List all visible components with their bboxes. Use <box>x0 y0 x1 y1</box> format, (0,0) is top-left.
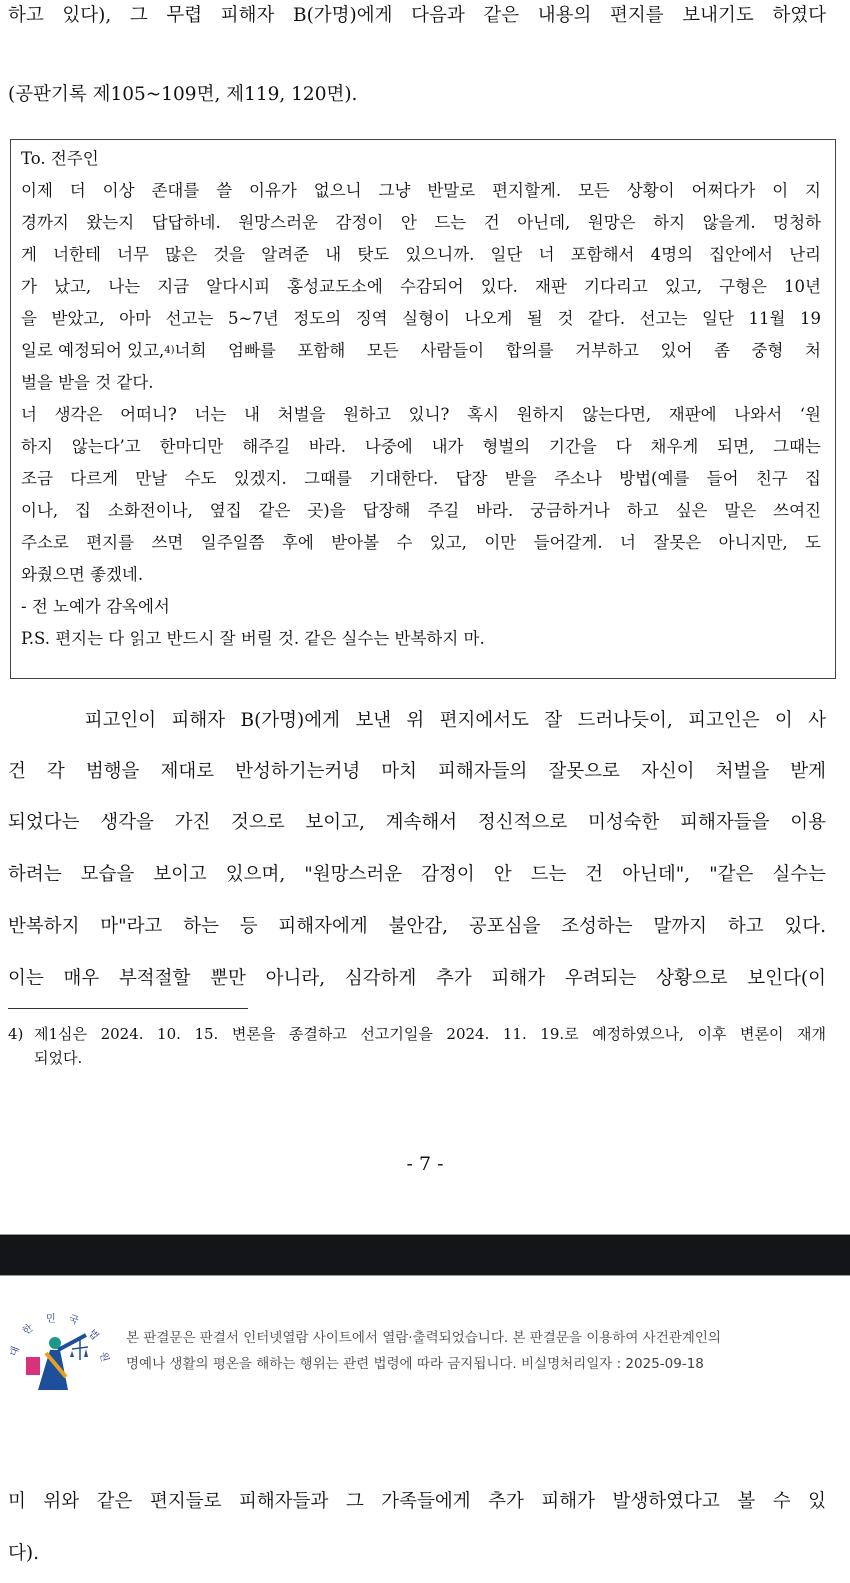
letter-line: 하지 않는다’고 한마디만 해주길 바라. 나중에 내가 형벌의 기간을 다 채우게 되면, 그때는 <box>21 437 821 456</box>
page-separator-bar <box>0 1234 850 1276</box>
body-text-line: 반복하지 마"라고 하는 등 피해자에게 불안감, 공포심을 조성하는 말까지 하고 있다. <box>8 916 826 937</box>
body-text-line: 하고 있다), 그 무렵 피해자 B(가명)에게 다음과 같은 내용의 편지를 보내기도 하였다 <box>8 5 826 26</box>
court-notice-line: 명예나 생활의 평온을 해하는 행위는 관련 법령에 따라 금지됩니다. 비실명처리일자 : 2025-09-18 <box>126 1356 704 1372</box>
letter-line: 너 생각은 어떠니? 너는 내 처벌을 원하고 있니? 혹시 원하지 않는다면, 재판에 나와서 ‘원 <box>21 405 821 424</box>
letter-line: - 전 노예가 감옥에서 <box>21 597 170 616</box>
letter-line: 조금 다르게 만날 수도 있겠지. 그때를 기대한다. 답장 받을 주소나 방법(예를 들어 친구 집 <box>21 469 821 488</box>
letter-line: 이제 더 이상 존대를 쓸 이유가 없으니 그냥 반말로 편지할게. 모든 상황이 어쩌다가 이 지 <box>21 181 821 200</box>
letter-line: 이나, 집 소화전이나, 옆집 같은 곳)을 답장해 주길 바라. 궁금하거나 하고 싶은 말은 쓰여진 <box>21 501 821 520</box>
footnote-text: 제1심은 2024. 10. 15. 변론을 종결하고 선고기일을 2024. 11. 19.로 예정하였으나, 이후 변론이 재개 <box>34 1025 826 1043</box>
footnote-text: 되었다. <box>34 1049 83 1067</box>
svg-text:법: 법 <box>85 1327 101 1343</box>
svg-text:민: 민 <box>46 1314 56 1325</box>
letter-line: P.S. 편지는 다 읽고 반드시 잘 버릴 것. 같은 실수는 반복하지 마. <box>21 629 485 648</box>
letter-line: 을 받았고, 아마 선고는 5~7년 정도의 징역 실형이 나오게 될 것 같다. 선고는 일단 11월 19 <box>21 309 821 328</box>
letter-text: 일로 예정되어 있고, <box>21 341 165 360</box>
letter-quote-box <box>10 139 836 679</box>
body-text-line: 미 위와 같은 편지들로 피해자들과 그 가족들에게 추가 피해가 발생하였다고 볼 수 있 <box>8 1491 826 1512</box>
body-text-line: 피고인이 피해자 B(가명)에게 보낸 위 편지에서도 잘 드러나듯이, 피고인은 이 사 <box>8 710 826 731</box>
body-text-line: 되었다는 생각을 가진 것으로 보이고, 계속해서 정신적으로 미성숙한 피해자들을 이용 <box>8 812 826 833</box>
letter-line: To. 전주인 <box>21 149 99 168</box>
svg-text:국: 국 <box>66 1313 80 1328</box>
court-seal-logo-icon <box>8 1305 118 1395</box>
letter-line: 주소로 편지를 쓰면 일주일쯤 후에 받아볼 수 있고, 이만 들어갈게. 너 잘못은 아니지만, 도 <box>21 533 821 552</box>
body-text-line: 다). <box>8 1543 39 1564</box>
letter-line <box>21 340 821 362</box>
svg-text:원: 원 <box>97 1350 111 1364</box>
body-text-line: 건 각 범행을 제대로 반성하기는커녕 마치 피해자들의 잘못으로 자신이 처벌을 받게 <box>8 761 826 782</box>
letter-line: 경까지 왔는지 답답하네. 원망스러운 감정이 안 드는 건 아닌데, 원망은 하지 않을게. 멍청하 <box>21 213 821 232</box>
footnote-divider <box>8 1008 248 1009</box>
svg-text:한: 한 <box>20 1322 36 1338</box>
court-notice-line: 본 판결문은 판결서 인터넷열람 사이트에서 열람·출력되었습니다. 본 판결문을 이용하여 사건관계인의 <box>126 1330 721 1346</box>
svg-text:대: 대 <box>8 1345 23 1359</box>
letter-text: 너희 엄빠를 포함해 모든 사람들이 합의를 거부하고 있어 좀 중형 처 <box>174 341 821 360</box>
footnote-number: 4) <box>8 1025 24 1043</box>
body-text-line: 하려는 모습을 보이고 있으며, "원망스러운 감정이 안 드는 건 아닌데", "같은 실수는 <box>8 864 826 885</box>
letter-line: 벌을 받을 것 같다. <box>21 373 154 392</box>
letter-line: 와줬으면 좋겠네. <box>21 565 144 584</box>
letter-line: 가 났고, 나는 지금 알다시피 홍성교도소에 수감되어 있다. 재판 기다리고 있고, 구형은 10년 <box>21 277 821 296</box>
page-number: - 7 - <box>406 1153 444 1175</box>
body-text-line: (공판기록 제105~109면, 제119, 120면). <box>8 84 358 105</box>
body-text-line: 이는 매우 부적절할 뿐만 아니라, 심각하게 추가 피해가 우려되는 상황으로 보인다(이 <box>8 968 826 989</box>
footnote-ref[interactable]: 4) <box>164 345 175 356</box>
letter-line: 게 너한테 너무 많은 것을 알려준 내 탓도 있으니까. 일단 너 포함해서 4명의 집안에서 난리 <box>21 245 821 264</box>
